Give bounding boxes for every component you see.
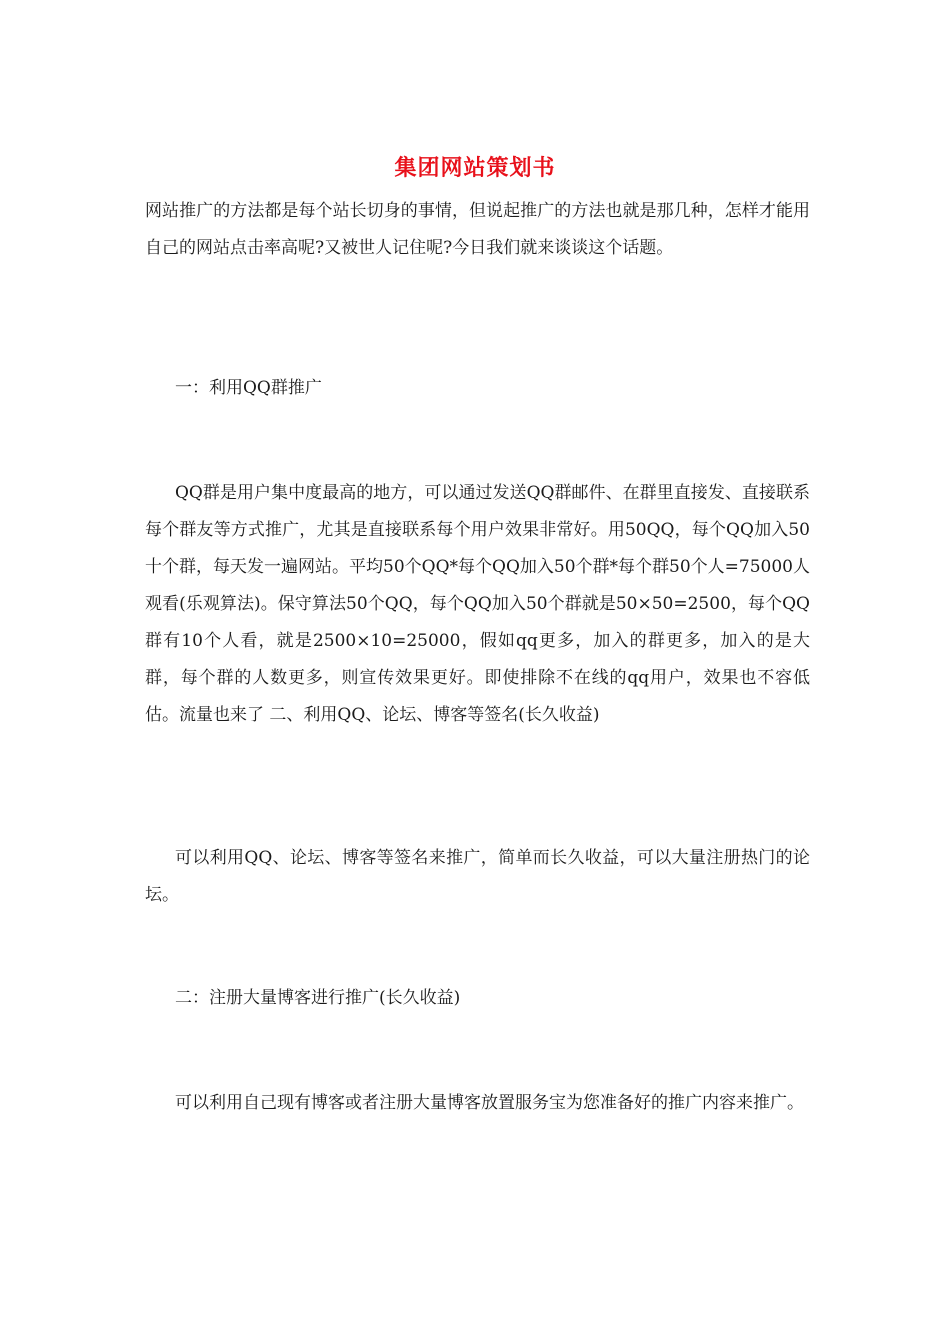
qq-groups-paragraph: QQ群是用户集中度最高的地方，可以通过发送QQ群邮件、在群里直接发、直接联系每个群友等方式推广，尤其是直接联系每个用户效果非常好。用50QQ，每个QQ加入50十个群，每天发一遍网站。平均50个QQ*每个QQ加入50个群*每个群50个人=75000人观看(乐观算法)。保守算法50个QQ，每个QQ加入50个群就是50×50=2500，每个QQ群有10个人看，就是2500×10=25000，假如qq更多，加入的群更多，加入的是大群，每个群的人数更多，则宣传效果更好。即使排除不在线的qq用户，效果也不容低估。流量也来了 二、利用QQ、论坛、博客等签名(长久收益) [145,483,810,725]
blogs-paragraph: 可以利用自己现有博客或者注册大量博客放置服务宝为您准备好的推广内容来推广。 [175,1093,804,1113]
section-heading-blogs: 二：注册大量博客进行推广(长久收益) [175,988,461,1008]
section-heading-qq-groups: 一：利用QQ群推广 [175,378,322,398]
intro-paragraph: 网站推广的方法都是每个站长切身的事情，但说起推广的方法也就是那几种，怎样才能用自己的网站点击率高呢?又被世人记住呢?今日我们就来谈谈这个话题。 [145,201,810,258]
signature-paragraph: 可以利用QQ、论坛、博客等签名来推广，简单而长久收益，可以大量注册热门的论坛。 [145,848,810,905]
document-title: 集团网站策划书 [394,155,556,181]
